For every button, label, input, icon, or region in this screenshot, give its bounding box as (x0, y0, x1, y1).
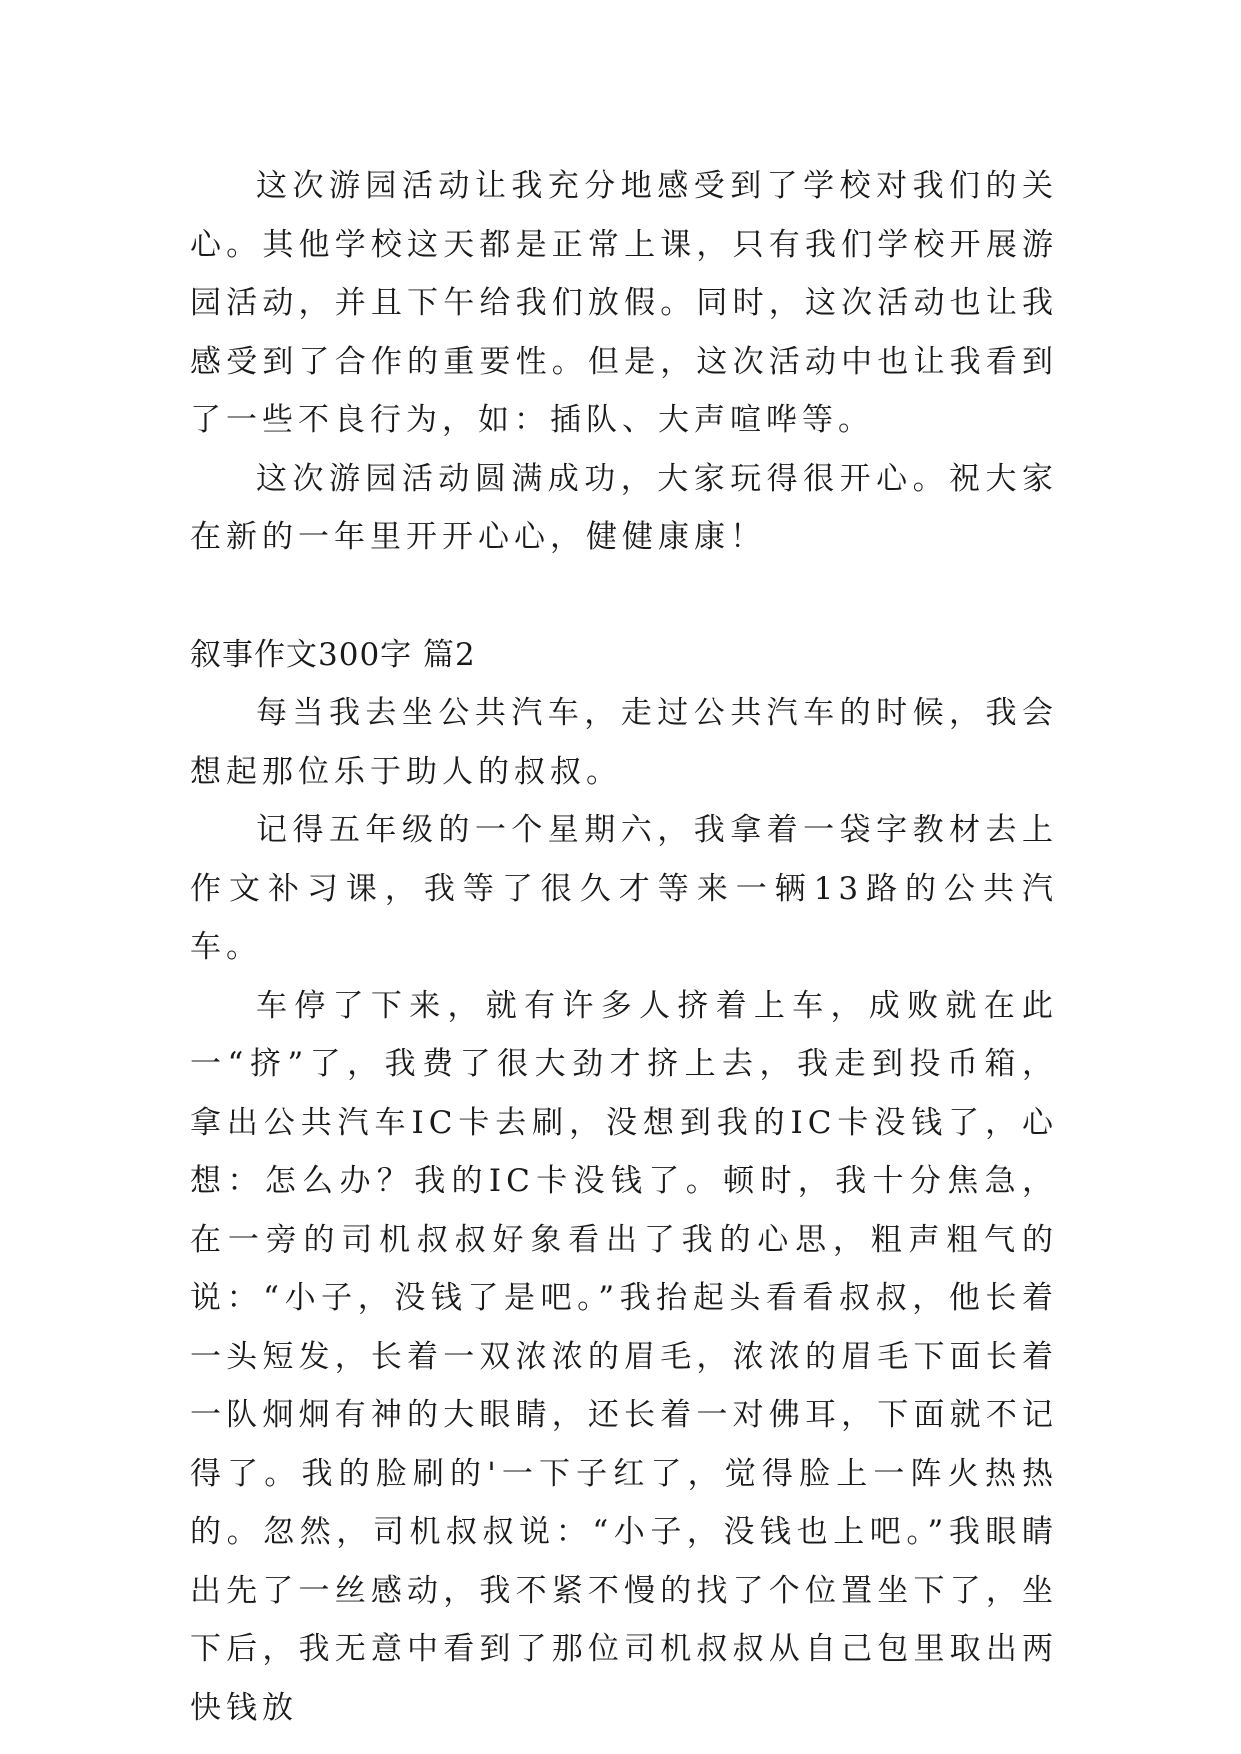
paragraph: 这次游园活动让我充分地感受到了学校对我们的关心。其他学校这天都是正常上课，只有我们学校开展游园活动，并且下午给我们放假。同时，这次活动也让我感受到了合作的重要性。但是，这次活动中也让我看到了一些不良行为，如：插队、大声喧哗等。 (190, 168, 1058, 438)
section-spacer (190, 567, 1058, 626)
document-body (190, 157, 1058, 1737)
paragraph: 这次游园活动圆满成功，大家玩得很开心。祝大家在新的一年里开开心心，健健康康！ (190, 460, 1058, 555)
paragraph: 记得五年级的一个星期六，我拿着一袋字教材去上作文补习课，我等了很久才等来一辆13路的公共汽车。 (190, 812, 1058, 965)
paragraph: 每当我去坐公共汽车，走过公共汽车的时候，我会想起那位乐于助人的叔叔。 (190, 695, 1058, 790)
paragraph: 车停了下来，就有许多人挤着上车，成败就在此一“挤”了，我费了很大劲才挤上去，我走到投币箱，拿出公共汽车IC卡去刷，没想到我的IC卡没钱了，心想：怎么办？我的IC卡没钱了。顿时，我十分焦急，在一旁的司机叔叔好象看出了我的心思，粗声粗气的说：“小子，没钱了是吧。”我抬起头看看叔叔，他长着一头短发，长着一双浓浓的眉毛，浓浓的眉毛下面长着一队炯炯有神的大眼睛，还长着一对佛耳，下面就不记得了。我的脸刷的'一下子红了，觉得脸上一阵火热热的。忽然，司机叔叔说：“小子，没钱也上吧。”我眼睛出先了一丝感动，我不紧不慢的找了个位置坐下了，坐下后，我无意中看到了那位司机叔叔从自己包里取出两快钱放 (190, 987, 1058, 1726)
section-heading: 叙事作文300字 篇2 (190, 636, 476, 673)
